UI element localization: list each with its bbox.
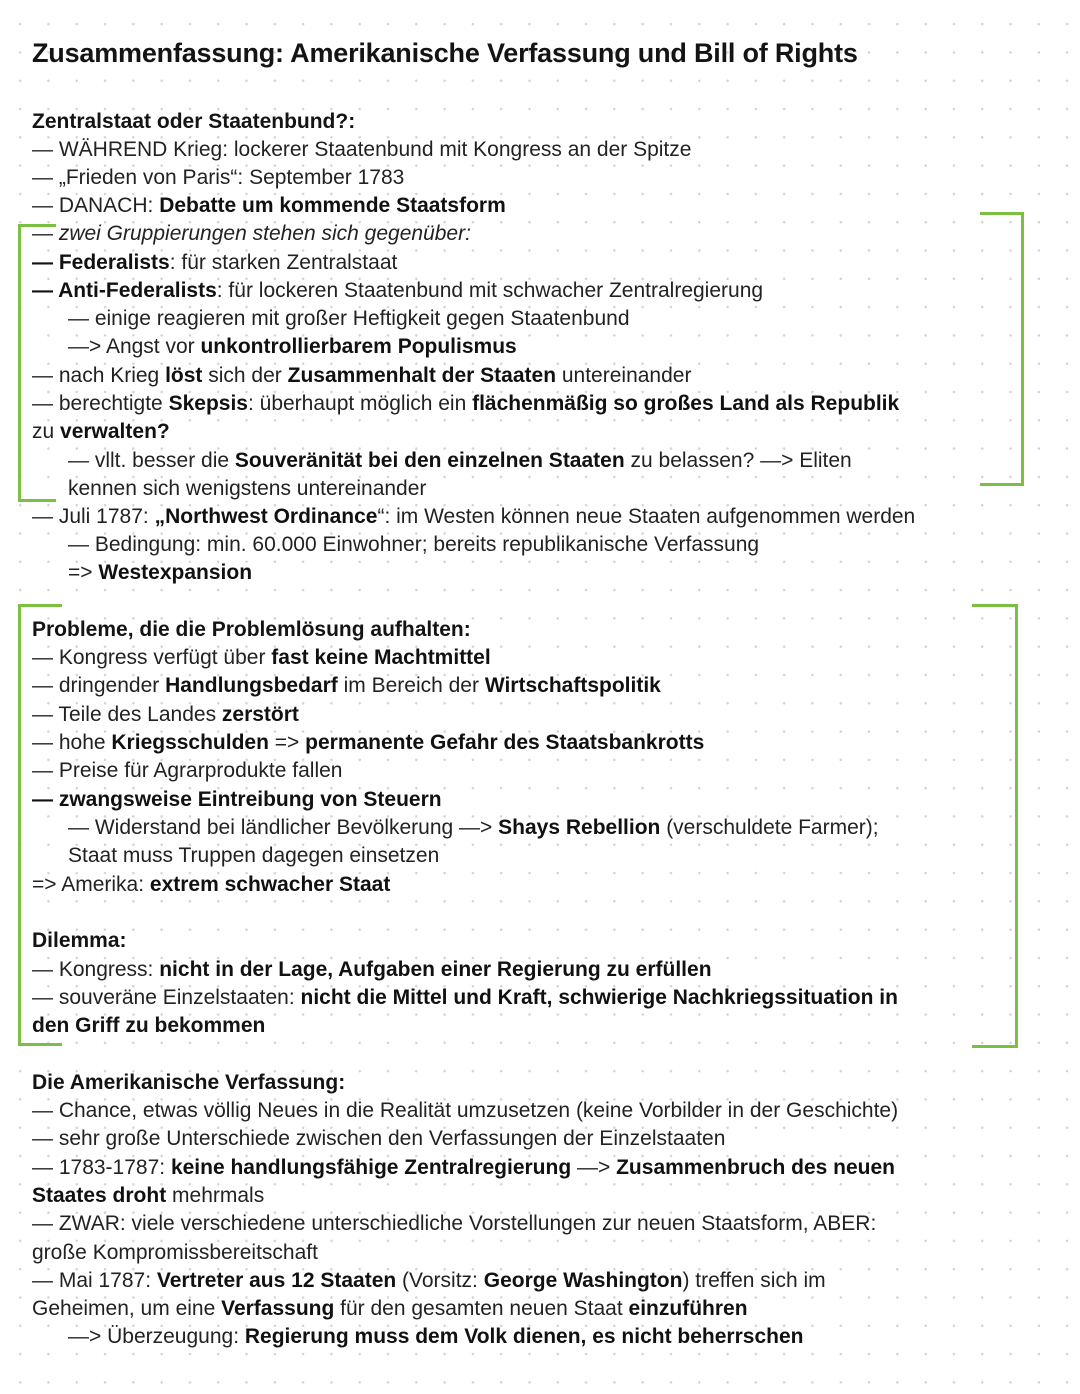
note-line: — Kongress: nicht in der Lage, Aufgaben einer Regierung zu erfüllen: [32, 958, 712, 981]
note-line: — souveräne Einzelstaaten: nicht die Mittel und Kraft, schwierige Nachkriegssituation in: [32, 986, 898, 1009]
note-line: — Teile des Landes zerstört: [32, 703, 299, 726]
note-line: — Chance, etwas völlig Neues in die Realität umzusetzen (keine Vorbilder in der Geschichte): [32, 1099, 899, 1122]
note-line: — vllt. besser die Souveränität bei den einzelnen Staaten zu belassen? —> Eliten: [68, 449, 852, 472]
section-heading-probleme: Probleme, die die Problemlösung aufhalten:: [32, 618, 471, 641]
note-line: — Preise für Agrarprodukte fallen: [32, 759, 343, 782]
note-line: — nach Krieg löst sich der Zusammenhalt der Staaten untereinander: [32, 364, 692, 387]
note-line: — DANACH: Debatte um kommende Staatsform: [32, 194, 506, 217]
section-heading-dilemma: Dilemma:: [32, 929, 127, 952]
note-line: => Amerika: extrem schwacher Staat: [32, 873, 391, 896]
note-line: — Mai 1787: Vertreter aus 12 Staaten (Vorsitz: George Washington) treffen sich im: [32, 1269, 826, 1292]
note-line: Geheimen, um eine Verfassung für den gesamten neuen Staat einzuführen: [32, 1297, 748, 1320]
note-line: Staates droht mehrmals: [32, 1184, 265, 1207]
bracket-right-1: [980, 212, 1024, 486]
note-line: — Kongress verfügt über fast keine Machtmittel: [32, 646, 491, 669]
note-line: — Bedingung: min. 60.000 Einwohner; bereits republikanische Verfassung: [68, 533, 760, 556]
note-line: — Federalists: für starken Zentralstaat: [32, 251, 398, 274]
note-line: — Anti-Federalists: für lockeren Staatenbund mit schwacher Zentralregierung: [32, 279, 764, 302]
note-line: — Juli 1787: „Northwest Ordinance“: im Westen können neue Staaten aufgenommen werden: [32, 505, 916, 528]
note-line: — 1783-1787: keine handlungsfähige Zentralregierung —> Zusammenbruch des neuen: [32, 1156, 896, 1179]
note-line: —> Überzeugung: Regierung muss dem Volk dienen, es nicht beherrschen: [68, 1325, 804, 1348]
note-line: — WÄHREND Krieg: lockerer Staatenbund mit Kongress an der Spitze: [32, 138, 692, 161]
note-line: — ZWAR: viele verschiedene unterschiedliche Vorstellungen zur neuen Staatsform, ABER:: [32, 1212, 877, 1235]
note-line: kennen sich wenigstens untereinander: [68, 477, 427, 500]
note-line: Staat muss Truppen dagegen einsetzen: [68, 844, 440, 867]
page-title: Zusammenfassung: Amerikanische Verfassung und Bill of Rights: [32, 38, 858, 68]
note-line: — Widerstand bei ländlicher Bevölkerung —> Shays Rebellion (verschuldete Farmer);: [68, 816, 879, 839]
section-heading-verfassung: Die Amerikanische Verfassung:: [32, 1071, 346, 1094]
bracket-right-2: [972, 604, 1018, 1048]
section-heading-zentralstaat: Zentralstaat oder Staatenbund?:: [32, 110, 356, 133]
note-line: —> Angst vor unkontrollierbarem Populismus: [68, 335, 517, 358]
note-line: — sehr große Unterschiede zwischen den Verfassungen der Einzelstaaten: [32, 1127, 726, 1150]
note-line: den Griff zu bekommen: [32, 1014, 266, 1037]
note-line: => Westexpansion: [68, 561, 253, 584]
note-line: große Kompromissbereitschaft: [32, 1241, 318, 1264]
note-line: — „Frieden von Paris“: September 1783: [32, 166, 405, 189]
note-line: — zwei Gruppierungen stehen sich gegenüber:: [32, 222, 471, 245]
note-line: — hohe Kriegsschulden => permanente Gefahr des Staatsbankrotts: [32, 731, 705, 754]
note-line: — einige reagieren mit großer Heftigkeit gegen Staatenbund: [68, 307, 630, 330]
note-line: — berechtigte Skepsis: überhaupt möglich ein flächenmäßig so großes Land als Republik: [32, 392, 900, 415]
note-line: zu verwalten?: [32, 420, 170, 443]
note-line: — dringender Handlungsbedarf im Bereich der Wirtschaftspolitik: [32, 674, 661, 697]
note-line: — zwangsweise Eintreibung von Steuern: [32, 788, 442, 811]
